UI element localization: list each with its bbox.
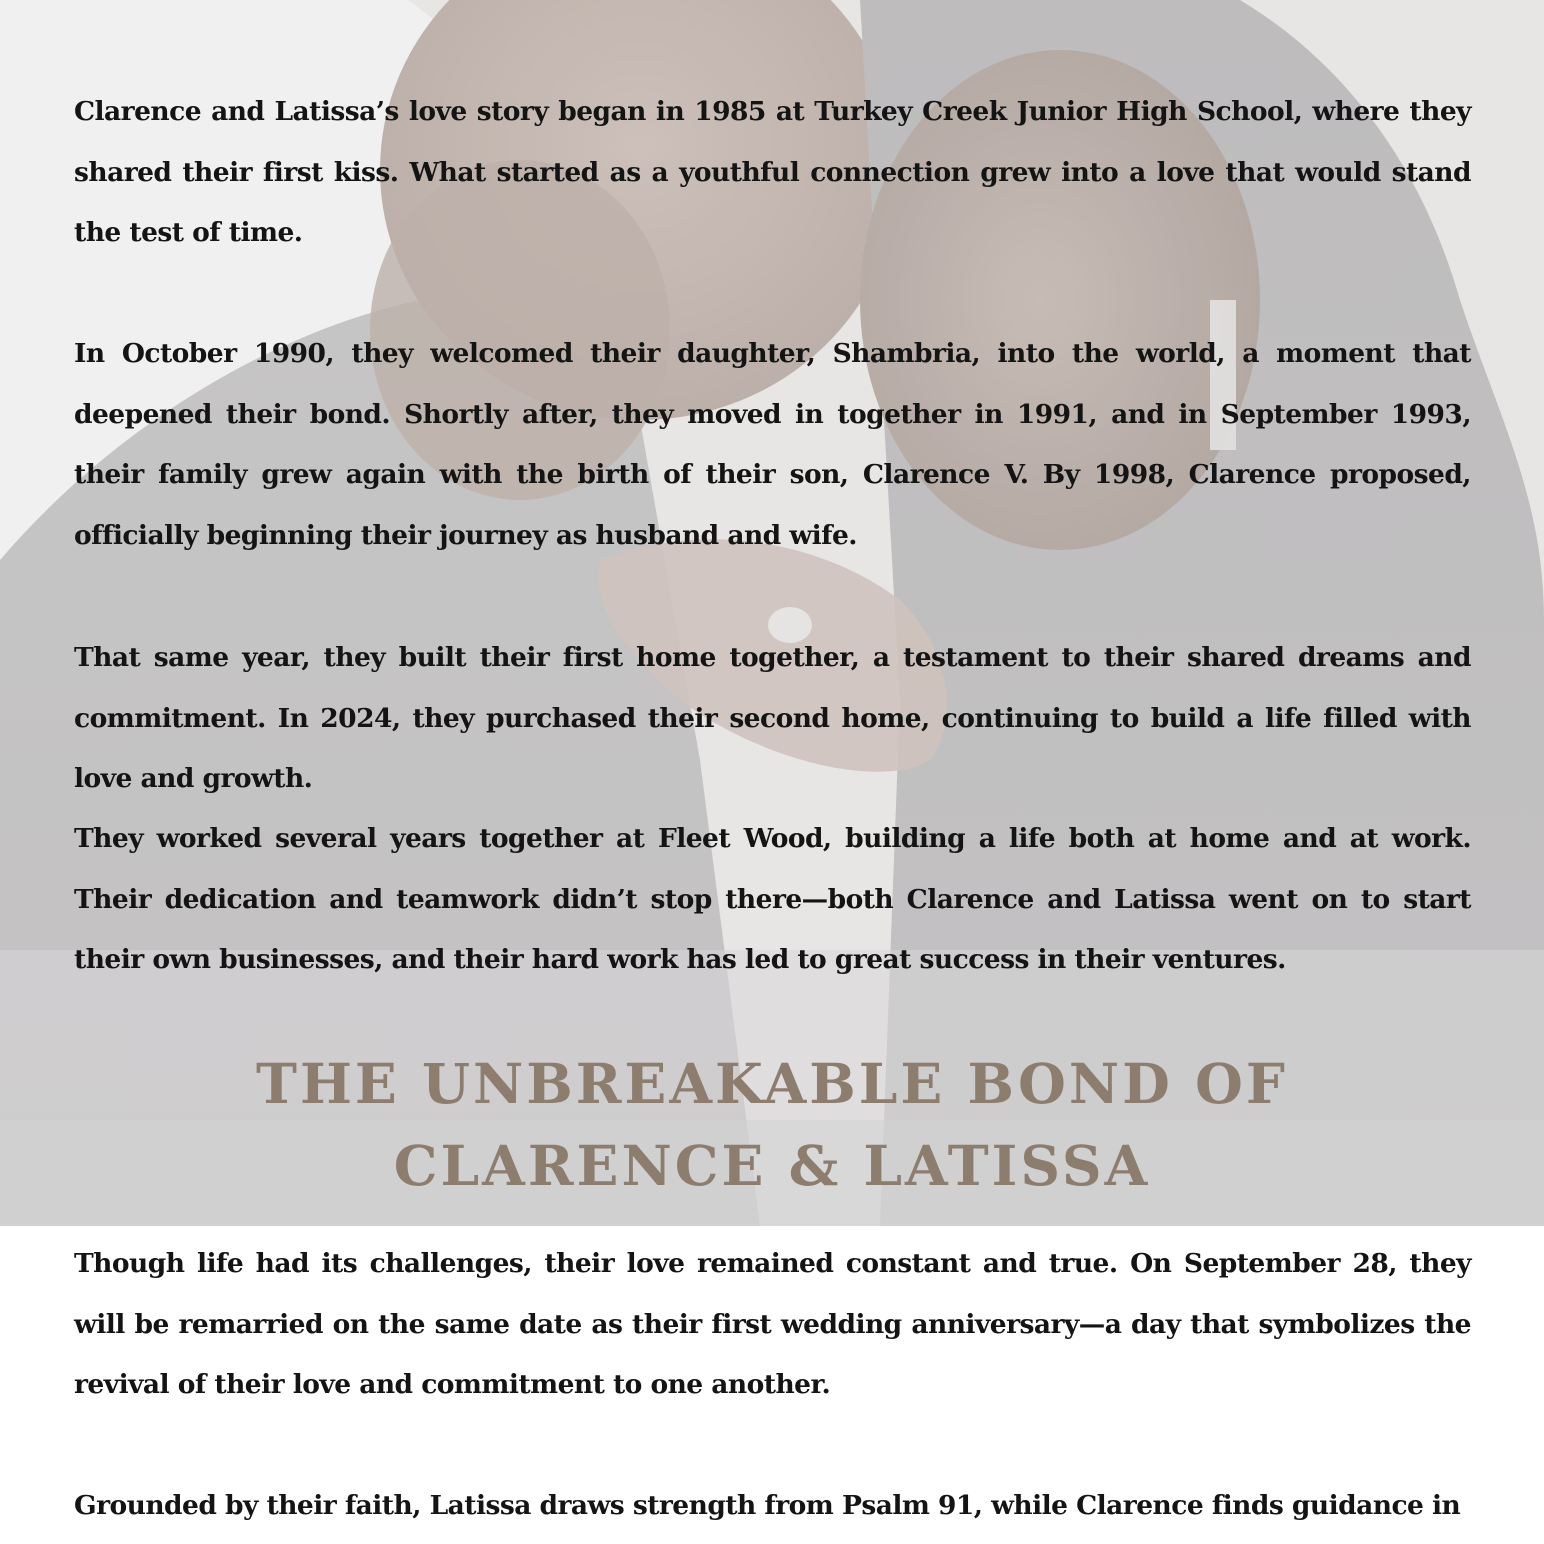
section-heading-line-2: CLARENCE & LATISSA: [393, 1133, 1151, 1198]
story-paragraph: Grounded by their faith, Latissa draws strength from Psalm 91, while Clarence finds guidance in: [74, 1490, 1461, 1521]
story-paragraph: Though life had its challenges, their love remained constant and true. On September 28, they will be remarried on the same date as their first wedding anniversary—a day that symbolizes the revival of their love and commitment to one another.: [74, 1248, 1471, 1400]
story-paragraph: In October 1990, they welcomed their daughter, Shambria, into the world, a moment that deepened their bond. Shortly after, they moved in together in 1991, and in September 1993, their family grew again with the birth of their son, Clarence V. By 1998, Clarence proposed, officially beginning their journey as husband and wife.: [74, 338, 1471, 551]
story-paragraph: They worked several years together at Fleet Wood, building a life both at home and at work. Their dedication and teamwork didn’t stop there—both Clarence and Latissa went on to start their own businesses, and their hard work has led to great success in their ventures.: [74, 823, 1471, 975]
section-heading-line-1: THE UNBREAKABLE BOND OF: [256, 1051, 1288, 1116]
story-paragraph: That same year, they built their first home together, a testament to their shared dreams and commitment. In 2024, they purchased their second home, continuing to build a life filled with love and growth.: [74, 642, 1471, 794]
story-paragraph: Clarence and Latissa’s love story began in 1985 at Turkey Creek Junior High School, where they shared their first kiss. What started as a youthful connection grew into a love that would stand the test of time.: [74, 96, 1471, 248]
